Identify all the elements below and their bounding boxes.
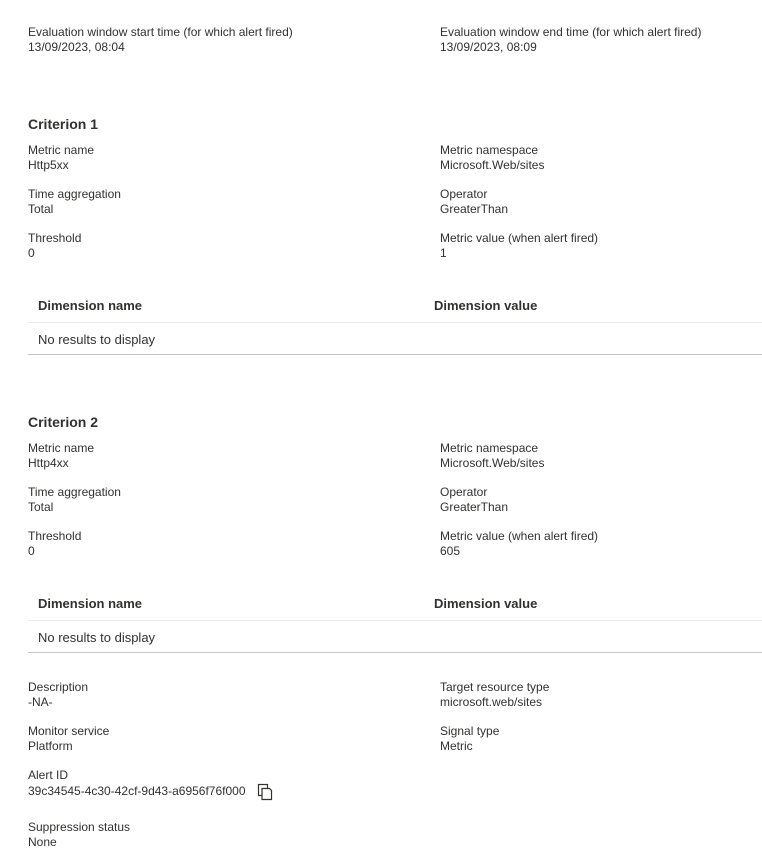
monitor-service-label: Monitor service bbox=[28, 724, 110, 738]
eval-start-value: 13/09/2023, 08:04 bbox=[28, 40, 125, 54]
time-aggregation-value: Total bbox=[28, 500, 54, 514]
operator-label: Operator bbox=[440, 485, 488, 499]
metric-name-value: Http5xx bbox=[28, 158, 69, 172]
grid-bottom-divider bbox=[28, 652, 762, 653]
alert-id-label: Alert ID bbox=[28, 768, 69, 782]
target-resource-type-value: microsoft.web/sites bbox=[440, 695, 543, 709]
metric-namespace-label: Metric namespace bbox=[440, 143, 539, 157]
operator-value: GreaterThan bbox=[440, 202, 509, 216]
metric-namespace-label: Metric namespace bbox=[440, 441, 539, 455]
time-aggregation-label: Time aggregation bbox=[28, 485, 121, 499]
no-results-message: No results to display bbox=[38, 332, 156, 347]
metric-namespace-value: Microsoft.Web/sites bbox=[440, 456, 545, 470]
grid-bottom-divider bbox=[28, 354, 762, 355]
metric-value-value: 1 bbox=[440, 246, 447, 260]
description-value: -NA- bbox=[28, 695, 53, 709]
metric-name-value: Http4xx bbox=[28, 456, 69, 470]
metric-name-label: Metric name bbox=[28, 143, 95, 157]
no-results-message: No results to display bbox=[38, 630, 156, 645]
grid-header-divider bbox=[28, 322, 762, 323]
eval-end-value: 13/09/2023, 08:09 bbox=[440, 40, 537, 54]
threshold-label: Threshold bbox=[28, 529, 82, 543]
metric-value-value: 605 bbox=[440, 544, 461, 558]
dimension-name-header[interactable]: Dimension name bbox=[38, 298, 143, 313]
suppression-status-value: None bbox=[28, 835, 57, 849]
alert-id-value: 39c34545-4c30-42cf-9d43-a6956f76f000 bbox=[28, 784, 246, 798]
metric-namespace-value: Microsoft.Web/sites bbox=[440, 158, 545, 172]
threshold-value: 0 bbox=[28, 246, 35, 260]
operator-value: GreaterThan bbox=[440, 500, 509, 514]
metric-value-label: Metric value (when alert fired) bbox=[440, 231, 599, 245]
time-aggregation-label: Time aggregation bbox=[28, 187, 121, 201]
eval-start-label: Evaluation window start time (for which alert fired) bbox=[28, 25, 293, 39]
signal-type-value: Metric bbox=[440, 739, 473, 753]
description-label: Description bbox=[28, 680, 89, 694]
eval-end-label: Evaluation window end time (for which alert fired) bbox=[440, 25, 702, 39]
suppression-status-label: Suppression status bbox=[28, 820, 131, 834]
grid-header-divider bbox=[28, 620, 762, 621]
time-aggregation-value: Total bbox=[28, 202, 54, 216]
metric-value-label: Metric value (when alert fired) bbox=[440, 529, 599, 543]
dimension-name-header[interactable]: Dimension name bbox=[38, 596, 143, 611]
threshold-value: 0 bbox=[28, 544, 35, 558]
dimension-value-header[interactable]: Dimension value bbox=[434, 298, 538, 313]
signal-type-label: Signal type bbox=[440, 724, 500, 738]
copy-icon-graphic bbox=[256, 783, 274, 801]
monitor-service-value: Platform bbox=[28, 739, 73, 753]
criterion-2-title: Criterion 2 bbox=[28, 414, 99, 430]
copy-icon[interactable] bbox=[256, 783, 274, 801]
metric-name-label: Metric name bbox=[28, 441, 95, 455]
criterion-1-title: Criterion 1 bbox=[28, 116, 99, 132]
operator-label: Operator bbox=[440, 187, 488, 201]
threshold-label: Threshold bbox=[28, 231, 82, 245]
target-resource-type-label: Target resource type bbox=[440, 680, 550, 694]
dimension-value-header[interactable]: Dimension value bbox=[434, 596, 538, 611]
